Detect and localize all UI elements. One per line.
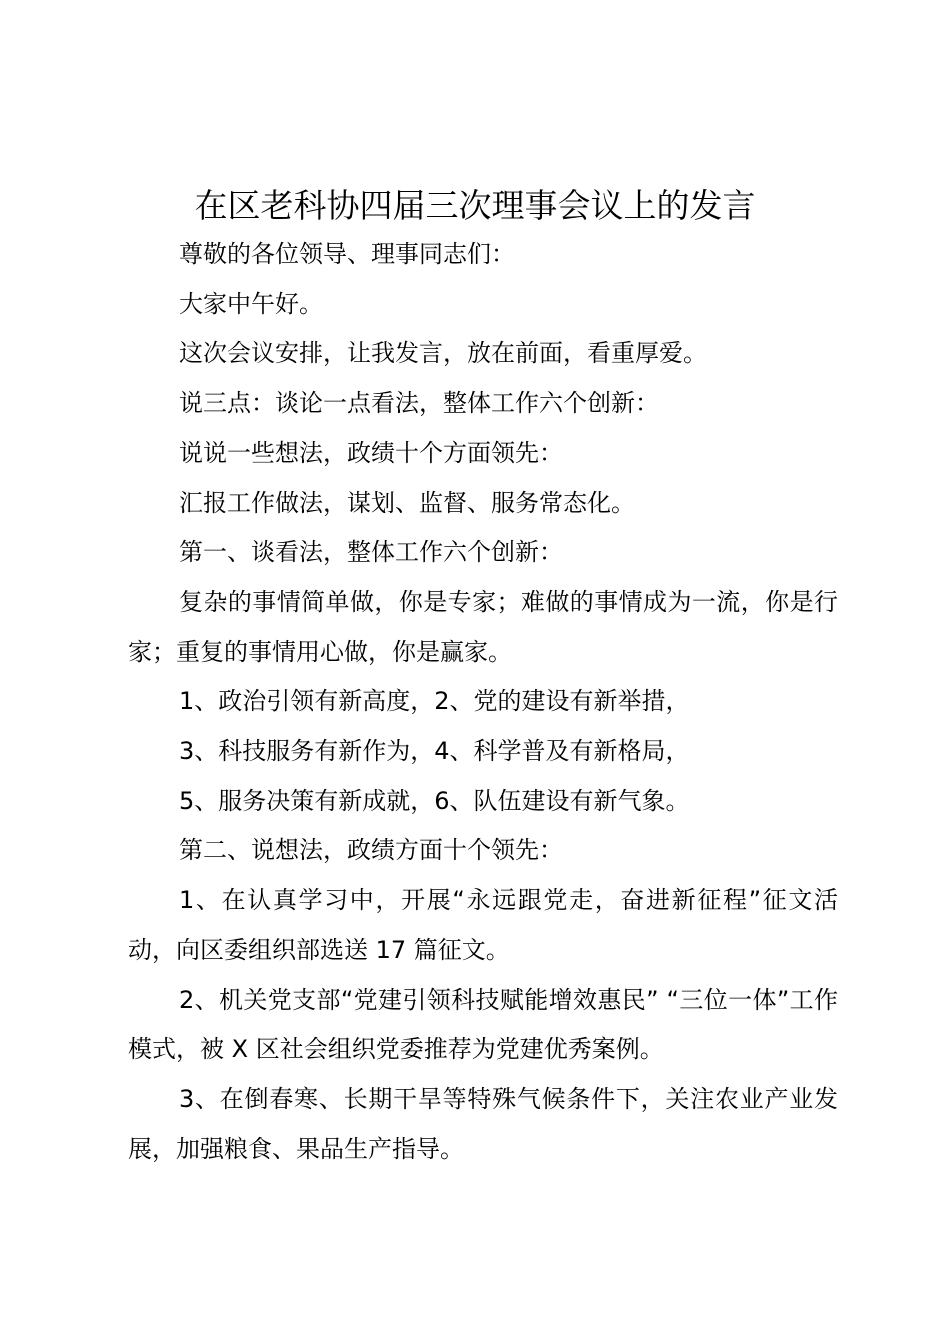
paragraph-three-points: 说三点：谈论一点看法，整体工作六个创新： bbox=[179, 389, 659, 418]
paragraph-greeting: 尊敬的各位领导、理事同志们： bbox=[179, 240, 515, 268]
paragraph-section-two: 第二、说想法，政绩方面十个领先： bbox=[179, 836, 563, 865]
document-body bbox=[128, 230, 838, 1174]
paragraph-item-3-4: 3、科技服务有新作为，4、科学普及有新格局， bbox=[179, 737, 690, 766]
paragraph-hello: 大家中午好。 bbox=[179, 289, 323, 318]
paragraph-lead-1: 1、在认真学习中，开展“永远跟党走，奋进新征程”征文活动，向区委组织部选送 17 篇征文。 bbox=[128, 886, 838, 964]
paragraph-section-one: 第一、谈看法，整体工作六个创新： bbox=[179, 538, 563, 567]
paragraph-report: 汇报工作做法，谋划、监督、服务常态化。 bbox=[179, 488, 635, 517]
paragraph-lead-3: 3、在倒春寒、长期干旱等特殊气候条件下，关注农业产业发展，加强粮食、果品生产指导。 bbox=[128, 1084, 838, 1163]
paragraph-item-5-6: 5、服务决策有新成就，6、队伍建设有新气象。 bbox=[179, 786, 690, 815]
paragraph-quote: 复杂的事情简单做，你是专家；难做的事情成为一流，你是行家；重复的事情用心做，你是赢家。 bbox=[128, 587, 838, 666]
paragraph-item-1-2: 1、政治引领有新高度，2、党的建设有新举措， bbox=[179, 687, 690, 716]
paragraph-ideas: 说说一些想法，政绩十个方面领先： bbox=[179, 438, 563, 467]
document-title: 在区老科协四届三次理事会议上的发言 bbox=[194, 186, 756, 225]
paragraph-lead-2: 2、机关党支部“党建引领科技赋能增效惠民” “三位一体”工作模式，被 X 区社会组织党委推荐为党建优秀案例。 bbox=[128, 985, 838, 1064]
paragraph-intro: 这次会议安排，让我发言，放在前面，看重厚爱。 bbox=[179, 339, 707, 368]
